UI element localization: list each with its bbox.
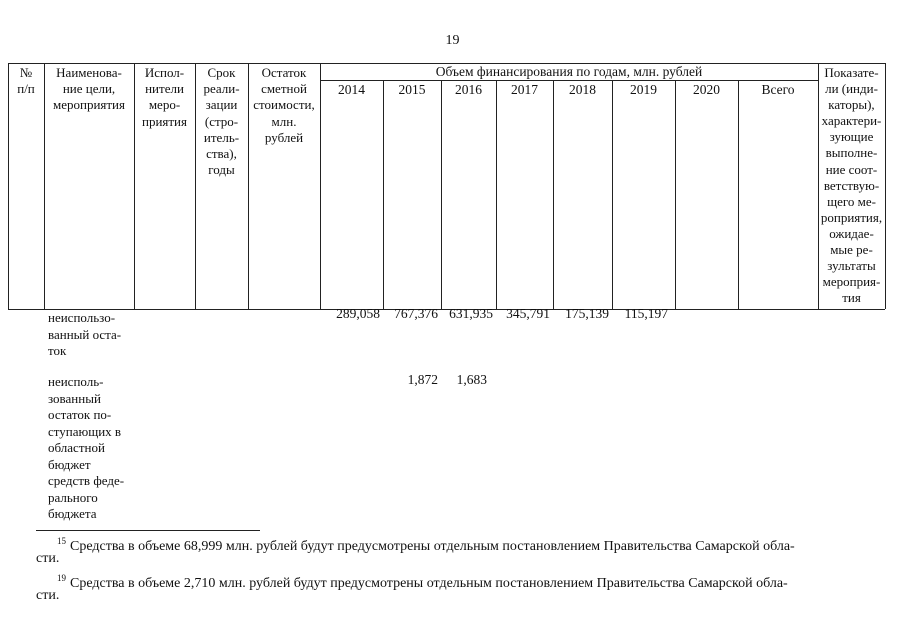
year-2018: 2018: [569, 82, 596, 97]
year-2020: 2020: [693, 82, 720, 97]
col-divider-right: [885, 63, 886, 309]
header-executors: Испол- нители меро- приятия: [141, 65, 187, 129]
year-2015: 2015: [398, 82, 426, 97]
col-divider-total: [738, 80, 739, 309]
col-divider-2018: [553, 80, 554, 309]
row-value-2017: 345,791: [506, 306, 550, 321]
col-divider-2015: [383, 80, 384, 309]
row-value-2018: 175,139: [565, 306, 609, 321]
header-remainder: Остаток сметной стоимости, млн. рублей: [253, 65, 315, 145]
row-value-2014: 289,058: [336, 306, 380, 321]
year-2019: 2019: [630, 82, 657, 97]
col-divider-2014: [320, 63, 321, 309]
header-term: Срок реали- зации (стро- итель- ства), годы: [203, 65, 240, 178]
row-value-2016: 631,935: [449, 306, 493, 321]
year-total: Всего: [761, 82, 795, 97]
footnote-continuation: сти.: [36, 588, 60, 603]
col-divider-2017: [496, 80, 497, 309]
row-label: неисполь- зованный остаток по- ступающих в областной бюджет средств феде- рального бюджета: [48, 374, 125, 521]
header-indicators: Показате- ли (инди- каторы), характери- зующие выполне- ние соот- ветствую- щего ме- роприятия, ожидае- мые ре- зультаты мероприя- тия: [820, 65, 883, 306]
col-divider-2020: [675, 80, 676, 309]
footnote: [57, 568, 788, 594]
year-2016: 2016: [455, 82, 482, 97]
year-2014: 2014: [338, 82, 365, 97]
footnote-mark: 15: [57, 536, 66, 546]
row-value-2015: 1,872: [407, 372, 438, 387]
col-divider-left: [8, 63, 9, 309]
header-number: № п/п: [17, 65, 35, 97]
row-label: неиспользо- ванный оста- ток: [48, 310, 122, 358]
row-value-2016: 1,683: [456, 372, 487, 387]
footnote-continuation: сти.: [36, 551, 60, 566]
page-number: 19: [445, 33, 460, 48]
col-divider-2019: [612, 80, 613, 309]
footnote-text: Средства в объеме 2,710 млн. рублей будут предусмотрены отдельным постановлением Правительства Самарской обла-: [70, 576, 788, 591]
footnote-mark: 19: [57, 573, 66, 583]
header-financing: Объем финансирования по годам, млн. рублей: [435, 64, 703, 79]
year-2017: 2017: [511, 82, 538, 97]
footnote: [57, 531, 795, 557]
row-value-2019: 115,197: [624, 306, 668, 321]
col-divider-2016: [441, 80, 442, 309]
header-name: Наименова- ние цели, мероприятия: [52, 65, 125, 113]
row-value-2015: 767,376: [394, 306, 438, 321]
footnote-text: Средства в объеме 68,999 млн. рублей будут предусмотрены отдельным постановлением Правительства Самарской обла-: [70, 539, 795, 554]
